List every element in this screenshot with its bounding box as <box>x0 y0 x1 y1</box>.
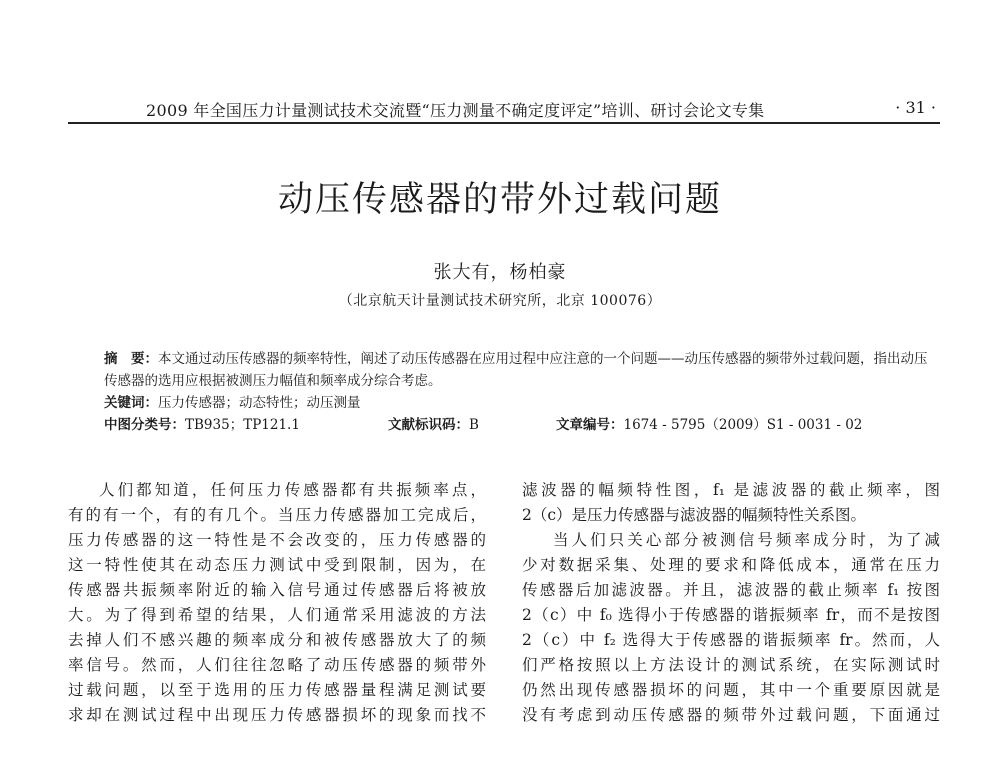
body-line: 人们都知道，任何压力传感器都有共振频率点， <box>99 481 486 499</box>
running-header <box>68 94 940 124</box>
body-line: 2（c）中 f₂ 选得大于传感器的谐振频率 fr。然而，人 <box>522 631 940 649</box>
body-line: 仍然出现传感器损坏的问题，其中一个重要原因就是 <box>522 681 940 699</box>
keywords-line <box>68 392 940 414</box>
body-line: 滤波器的幅频特性图，f₁ 是滤波器的截止频率，图 <box>522 481 940 499</box>
body-line: 有的有一个，有的有几个。当压力传感器加工完成后， <box>68 506 486 524</box>
clc-value: TB935；TP121.1 <box>185 417 300 433</box>
article-authors: 张大有，杨柏豪 <box>433 262 567 283</box>
body-line: 求却在测试过程中出现压力传感器损坏的现象而找不 <box>68 706 486 724</box>
classification-line <box>68 414 940 436</box>
body-line: 2（c）中 f₀ 选得小于传感器的谐振频率 fr，而不是按图 <box>522 606 940 624</box>
body-line: 过载问题，以至于选用的压力传感器量程满足测试要 <box>68 681 486 699</box>
page-number: · 31 · <box>895 98 936 117</box>
body-line: 2（c）是压力传感器与滤波器的幅频特性关系图。 <box>522 506 867 524</box>
abstract-paragraph <box>68 348 940 392</box>
body-line: 率信号。然而，人们往往忽略了动压传感器的频带外 <box>68 656 486 674</box>
body-line: 这一特性使其在动态压力测试中受到限制，因为，在 <box>68 556 486 574</box>
body-column-right <box>522 478 940 728</box>
article-no-block <box>556 414 862 436</box>
keywords-label: 关键词： <box>104 395 158 411</box>
article-no-value: 1674 - 5795（2009）S1 - 0031 - 02 <box>623 417 863 433</box>
article-affiliation: （北京航天计量测试技术研究所，北京 100076） <box>338 293 662 309</box>
body-column-left <box>68 478 486 728</box>
body-line: 没有考虑到动压传感器的频带外过载问题，下面通过 <box>522 706 940 724</box>
keywords-value: 压力传感器；动态特性；动压测量 <box>158 395 361 411</box>
journal-header: 2009 年全国压力计量测试技术交流暨“压力测量不确定度评定”培训、研讨会论文专集 <box>146 101 765 120</box>
doc-code-value: B <box>469 417 479 433</box>
doc-code-label: 文献标识码： <box>388 417 469 433</box>
abstract-label: 摘 要： <box>104 351 158 367</box>
article-no-label: 文章编号： <box>556 417 624 433</box>
body-line: 传感器后加滤波器。并且，滤波器的截止频率 f₁ 按图 <box>522 581 940 599</box>
doc-code-block <box>388 414 479 436</box>
body-line: 们严格按照以上方法设计的测试系统，在实际测试时 <box>522 656 940 674</box>
article-title: 动压传感器的带外过载问题 <box>277 180 722 220</box>
abstract-block <box>68 348 940 436</box>
clc-block <box>104 414 300 436</box>
clc-label: 中图分类号： <box>104 417 185 433</box>
abstract-text: 本文通过动压传感器的频率特性，阐述了动压传感器在应用过程中应注意的一个问题——动压传感器的频带外过载问题，指出动压传感器的选用应根据被测压力幅值和频率成分综合考虑。 <box>104 351 928 389</box>
body-line: 当人们只关心部分被测信号频率成分时，为了减 <box>553 531 940 549</box>
body-line: 压力传感器的这一特性是不会改变的，压力传感器的 <box>68 531 486 549</box>
body-line: 传感器共振频率附近的输入信号通过传感器后将被放 <box>68 581 486 599</box>
body-line: 去掉人们不感兴趣的频率成分和被传感器放大了的频 <box>68 631 486 649</box>
body-line: 少对数据采集、处理的要求和降低成本，通常在压力 <box>522 556 940 574</box>
body-line: 大。为了得到希望的结果，人们通常采用滤波的方法 <box>68 606 486 624</box>
